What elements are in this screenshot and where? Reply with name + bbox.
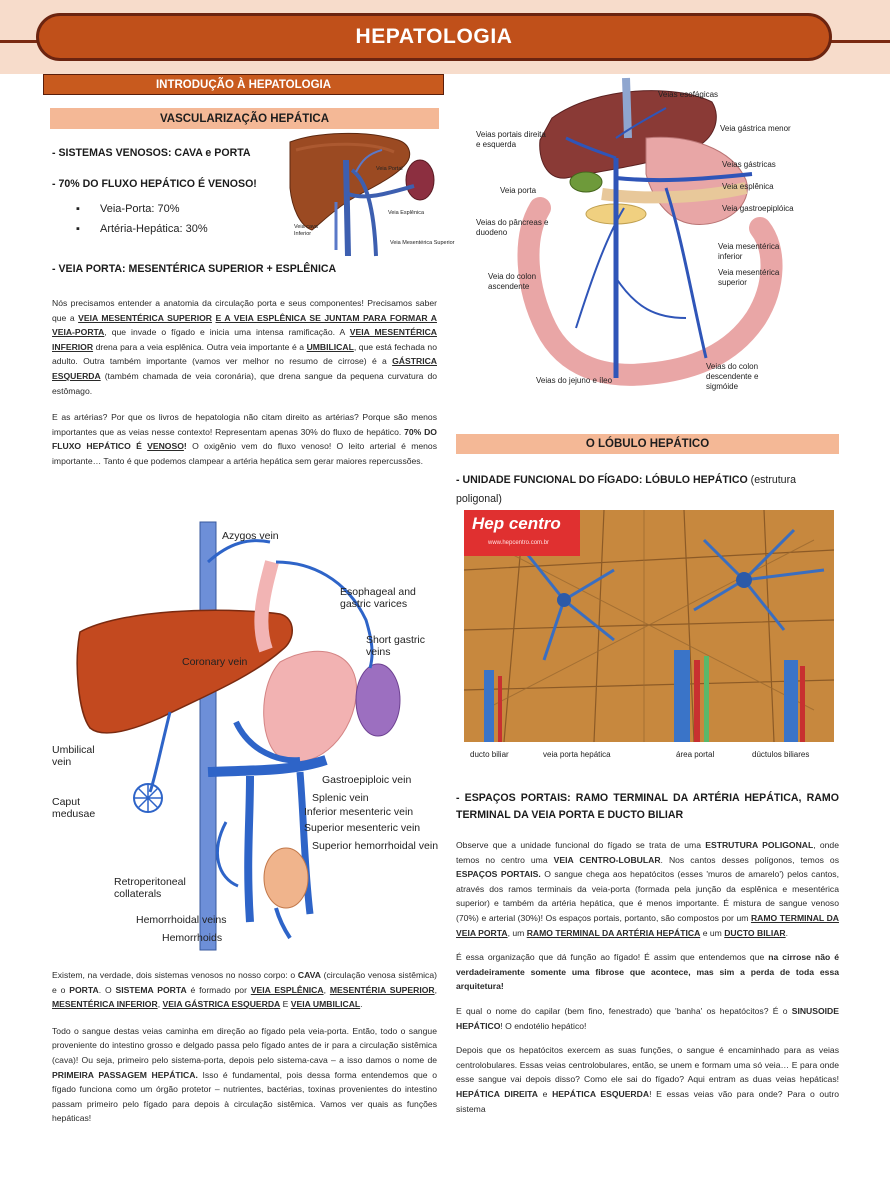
label-bile-duct: ducto biliar	[470, 750, 509, 759]
label-gastroepiploic-r: Veia gastroepiplóica	[722, 204, 794, 213]
label-bile-ductules: dúctulos biliares	[752, 750, 810, 759]
liver-vessels-figure	[286, 130, 455, 256]
section-header: INTRODUÇÃO À HEPATOLOGIA	[43, 74, 444, 95]
label-azygos: Azygos vein	[222, 530, 279, 542]
label-inferior-mesenteric-r: Veia mesentérica inferior	[718, 242, 780, 261]
label-superior-mesenteric: Superior mesenteric vein	[304, 822, 421, 834]
paragraph: E qual o nome do capilar (bem fino, fenestrado) que 'banha' os hepatócitos? É o SINUSOIDE HEPÁTICO! O endotélio hepático!	[456, 1005, 839, 1031]
bullet-portal-vein: - VEIA PORTA: MESENTÉRICA SUPERIOR + ESPLÊNICA	[52, 263, 337, 275]
label-caput: Caput medusae	[52, 796, 96, 820]
label-inferior-mesenteric: Inferior mesenteric vein	[304, 806, 414, 818]
paragraph: Depois que os hepatócitos exercem as suas funções, o sangue é encaminhado para as veias centrolobulares. Essas veias centrolobulares, então, se unem e formam uma só veia… E para onde esse sangue vai depois disso? Como ele sai do fígado? Aqui entram as duas veias hepáticas! HEPÁTICA DIREITA e HEPÁTICA ESQUERDA! E essas veias vão para onde? Para o outro sistema	[456, 1045, 840, 1114]
flow-list	[52, 199, 282, 239]
label-portal-vein: Veia Portal	[376, 166, 403, 172]
label-retroperitoneal: Retroperitoneal collaterals	[114, 876, 186, 900]
subsection-header: VASCULARIZAÇÃO HEPÁTICA	[50, 108, 439, 129]
bullet-portal-spaces: - ESPAÇOS PORTAIS: RAMO TERMINAL DA ARTÉRIA HEPÁTICA, RAMO TERMINAL DA VEIA PORTA E DUCTO BILIAR	[456, 792, 839, 821]
label-descending-colon: Veias do colon descendente e sigmóide	[706, 362, 759, 391]
label-splenic: Splenic vein	[312, 792, 369, 804]
right-text	[456, 838, 839, 1124]
liver-illustration	[286, 130, 446, 256]
page-title: HEPATOLOGIA	[355, 25, 513, 48]
bullet-venous-flow: - 70% DO FLUXO HEPÁTICO É VENOSO!	[52, 177, 257, 190]
label-coronary: Coronary vein	[182, 656, 248, 668]
label-splenic-vein: Veia Esplênica	[388, 210, 425, 216]
label-portal-area: área portal	[676, 750, 715, 759]
label-hemorrhoids: Hemorrhoids	[162, 932, 223, 944]
left-text-2	[52, 968, 437, 1134]
left-text-1	[52, 296, 437, 477]
label-pancreas-veins: Veias do pâncreas e duodeno	[476, 218, 549, 237]
portal-system-figure	[456, 78, 846, 408]
paragraph: E as artérias? Por que os livros de hepatologia não citam direito as artérias? Porque são menos importantes que as veias nesse contexto! Representam apenas 30% do fluxo de hepático. 70% DO FLUXO HEPÁTICO É VENOSO! O oxigênio vem do fluxo venoso! O leito arterial é menos importante… Tanto é que podemos clampear a artéria hepática sem gerar maiores repercussões.	[52, 412, 437, 466]
bullet-functional-unit: - UNIDADE FUNCIONAL DO FÍGADO: LÓBULO HEPÁTICO (estrutura poligonal)	[456, 474, 796, 505]
label-gastric-veins: Veias gástricas	[722, 160, 776, 169]
label-ascending-colon: Veia do colon ascendente	[488, 272, 537, 291]
label-cava: Veia cava Inferior	[294, 224, 318, 237]
label-splenic-r: Veia esplênica	[722, 182, 774, 191]
paragraph: Nós precisamos entender a anatomia da circulação porta e seus componentes! Precisamos saber que a VEIA MESENTÉRICA SUPERIOR E A VEIA ESPLÊNICA SE JUNTAM PARA FORMAR A VEIA-PORTA, que invade o fígado e inicia uma intensa ramificação. A VEIA MESENTÉRICA INFERIOR drena para a veia esplênica. Outra veia importante é a UMBILICAL, que está fechada no adulto. Outra também importante (vamos ver melhor no resumo de cirrose) é a GÁSTRICA ESQUERDA (também chamada de veia coronária), que drena sangue da pequena curvatura do estômago.	[52, 298, 437, 396]
label-jejunum: Veias do jejuno e íleo	[536, 376, 613, 385]
label-portal-vein-r: Veia porta	[500, 186, 537, 195]
bullet-venous-systems: - SISTEMAS VENOSOS: CAVA e PORTA	[52, 147, 251, 159]
paragraph: Todo o sangue destas veias caminha em direção ao fígado pela veia-porta. Então, todo o sangue proveniente do intestino grosso e delgado passa pelo fígado antes de ir para a circulação sistêmica (cava)! Ou seja, primeiro pelo sistema-porta, depois pelo sistema-cava – a isso damos o nome de PRIMEIRA PASSAGEM HEPÁTICA. Isso é fundamental, pois dessa forma entendemos que o fígado funciona como um órgão protetor – nutrientes, bactérias, toxinas provenientes do intestino passam primeiro pelo fígado para depois à circulação sistêmica. Vamos ver quais as funções hepáticas!	[52, 1025, 437, 1124]
label-umbilical: Umbilical vein	[52, 744, 95, 768]
portal-hypertension-diagram	[50, 522, 442, 950]
label-hepatic-portal-vein: veia porta hepática	[543, 750, 611, 759]
paragraph: Observe que a unidade funcional do fígado se trata de uma ESTRUTURA POLIGONAL, onde temos no centro uma VEIA CENTRO-LOBULAR. Nos cantos desses polígonos, temos os ESPAÇOS PORTAIS. O sangue chega aos hepatócitos (esses 'muros de amarelo') pelos cantos, através dos ramos terminais da veia-porta (formada pela junção da esplênica e mesentérica superior) e também da artéria hepática, que é menos importante. É mistura de sangue venoso (70%) e arterial (30%)! Os espaços portais, portanto, são compostos por um RAMO TERMINAL DA VEIA PORTA, um RAMO TERMINAL DA ARTÉRIA HEPÁTICA e um DUCTO BILIAR.	[456, 840, 839, 938]
label-superior-mesenteric-r: Veia mesentérica superior	[718, 268, 780, 287]
label-short-gastric: Short gastric veins	[366, 634, 425, 658]
intro-bullets	[52, 146, 282, 239]
title-banner	[36, 13, 832, 61]
watermark-url: www.hepcentro.com.br	[488, 540, 550, 546]
lobule-histology-figure	[464, 510, 834, 742]
list-item: ▪ Artéria-Hepática: 30%	[52, 219, 282, 239]
lobule-header: O LÓBULO HEPÁTICO	[456, 434, 839, 454]
paragraph: É essa organização que dá função ao fígado! É assim que entendemos que na cirrose não é verdadeiramente somente uma fibrose que acontece, mas sim a perda de toda essa arquitetura!	[456, 952, 839, 992]
watermark-logo: Hep centro	[472, 514, 561, 533]
label-left-gastric: Veia gástrica menor	[720, 124, 791, 133]
paragraph: Existem, na verdade, dois sistemas venosos no nosso corpo: o CAVA (circulação venosa sistêmica) e o PORTA. O SISTEMA PORTA é formado por VEIA ESPLÊNICA, MESENTÉRIA SUPERIOR, MESENTÉRICA INFERIOR, VEIA GÁSTRICA ESQUERDA E VEIA UMBILICAL.	[52, 970, 437, 1010]
list-item: ▪ Veia-Porta: 70%	[52, 199, 282, 219]
label-esophageal: Esophageal and gastric varices	[340, 586, 416, 610]
label-hemorrhoidal-veins: Hemorrhoidal veins	[136, 914, 227, 926]
label-mesenteric: Veia Mesentérica Superior	[390, 240, 455, 246]
label-superior-hemorrhoidal: Superior hemorrhoidal vein	[312, 840, 439, 852]
label-esophageal-veins: Veias esofágicas	[658, 90, 719, 99]
label-portal-branches: Veias portais direita e esquerda	[476, 130, 546, 149]
label-gastroepiploic: Gastroepiploic vein	[322, 774, 412, 786]
